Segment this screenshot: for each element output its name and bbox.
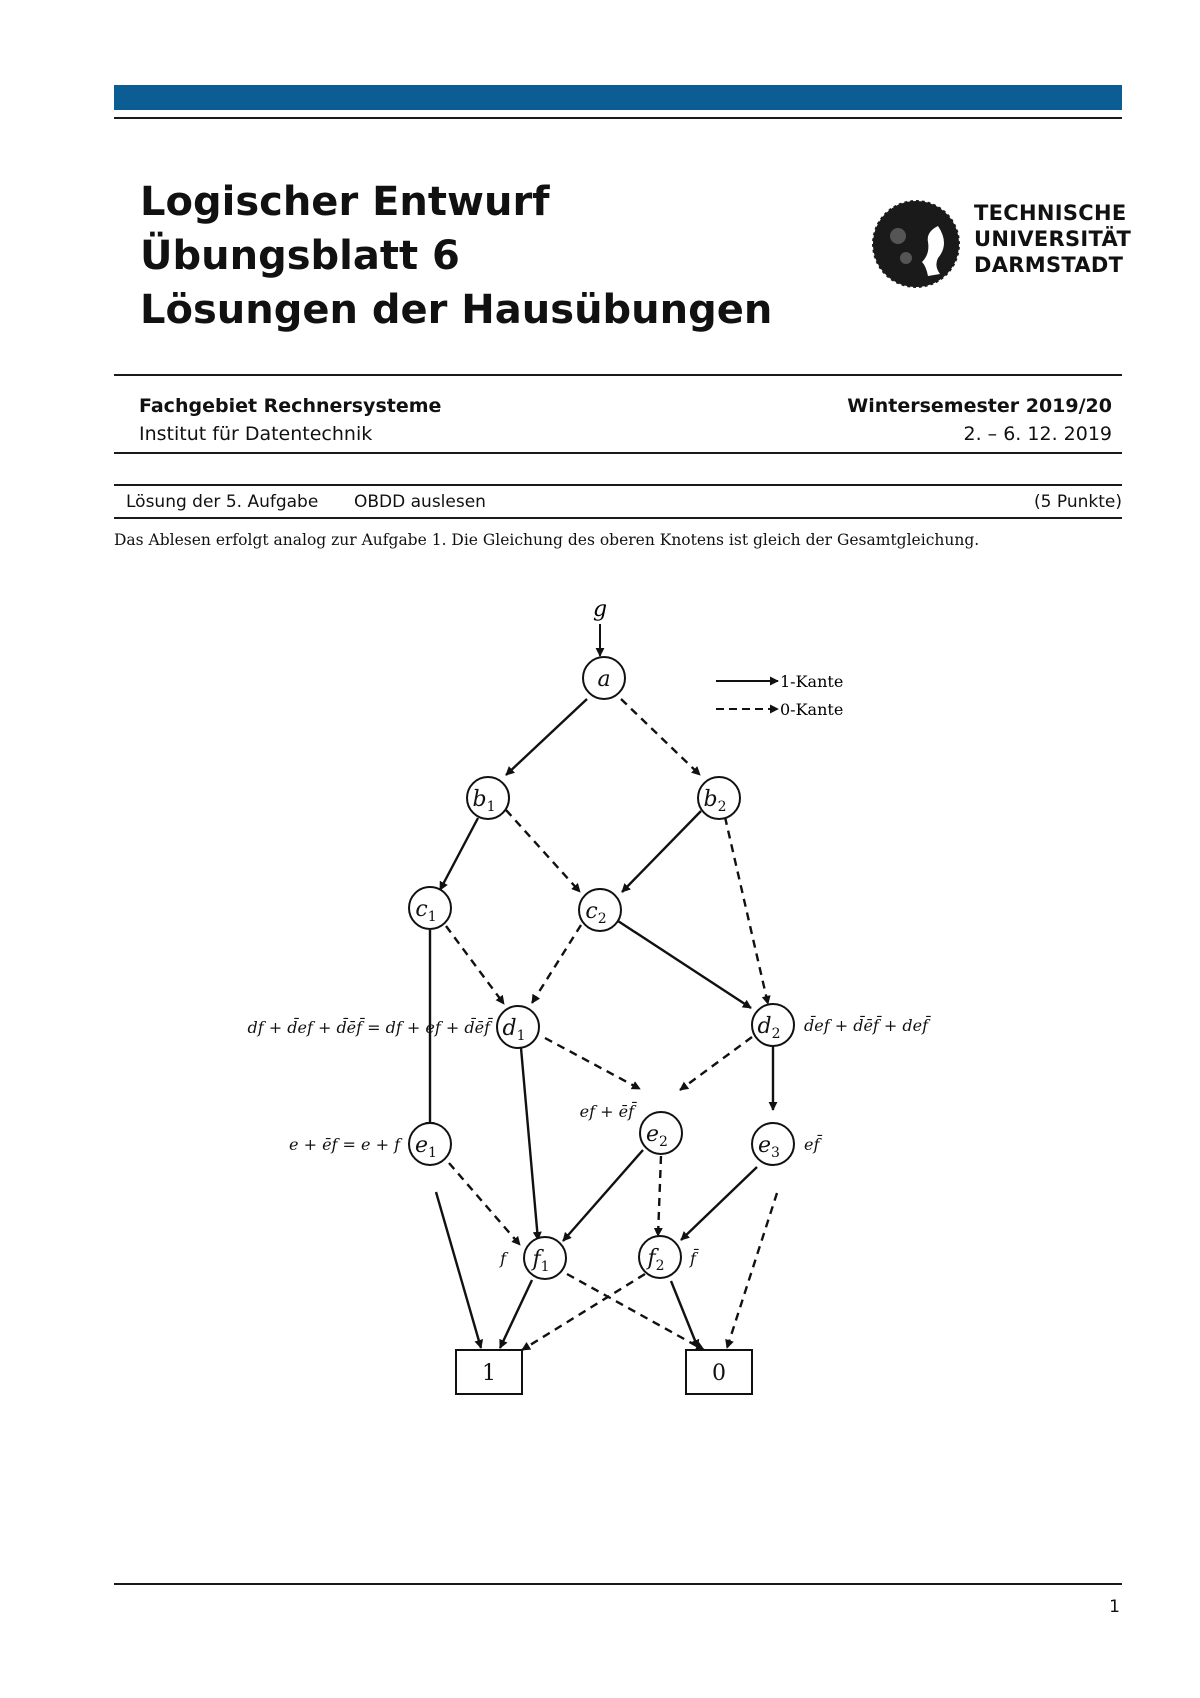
node-label-e2: $e_2$ bbox=[646, 1122, 668, 1150]
edge-a-b1 bbox=[506, 699, 587, 775]
footer-rule bbox=[114, 1583, 1122, 1585]
edge-d2-e2 bbox=[680, 1037, 752, 1090]
obdd-svg bbox=[0, 580, 1200, 1420]
node-label-f1: $f_1$ bbox=[532, 1247, 550, 1275]
annotation-f1: f bbox=[500, 1249, 506, 1268]
annotation-d1: df + d̄ef + d̄ēf̄ = df + ef + d̄ēf̄ bbox=[247, 1018, 490, 1037]
task-top-rule bbox=[114, 484, 1122, 486]
page-number: 1 bbox=[1109, 1597, 1120, 1617]
department-block bbox=[139, 392, 441, 448]
edge-b2-c2 bbox=[622, 811, 701, 892]
node-label-b2: $b_2$ bbox=[703, 787, 727, 815]
edge-d1-e2 bbox=[545, 1038, 640, 1089]
intro-text: Das Ablesen erfolgt analog zur Aufgabe 1. Die Gleichung des oberen Knotens ist gleich der Gesamtgleichung. bbox=[114, 531, 980, 549]
node-label-c1: $c_1$ bbox=[415, 897, 437, 925]
edge-f1-terminal-1 bbox=[500, 1280, 532, 1348]
logo-line-1: TECHNISCHE bbox=[974, 201, 1127, 225]
edge-e1-terminal-1 bbox=[436, 1192, 481, 1348]
terminal-label-0: 0 bbox=[712, 1361, 726, 1386]
node-label-f2: $f_2$ bbox=[647, 1246, 665, 1274]
edge-d1-f1 bbox=[521, 1048, 538, 1240]
meta-bottom-rule bbox=[114, 452, 1122, 454]
node-label-d1: $d_1$ bbox=[502, 1016, 526, 1044]
task-bottom-rule bbox=[114, 517, 1122, 519]
institute: Institut für Datentechnik bbox=[139, 423, 373, 445]
meta-top-rule bbox=[114, 374, 1122, 376]
node-label-a: a bbox=[597, 667, 611, 692]
edge-b1-c2 bbox=[506, 810, 580, 892]
task-title: OBDD auslesen bbox=[354, 492, 486, 512]
document-title bbox=[140, 175, 772, 337]
annotation-e2: ef + ēf̄ bbox=[579, 1102, 634, 1121]
semester-block bbox=[847, 392, 1112, 448]
edge-c2-d1 bbox=[532, 925, 581, 1003]
edge-e3-f2 bbox=[681, 1167, 757, 1240]
header-rule bbox=[114, 117, 1122, 119]
annotation-e1: e + ēf = e + f bbox=[289, 1135, 400, 1154]
edge-c1-d1 bbox=[446, 926, 504, 1004]
node-label-d2: $d_2$ bbox=[757, 1014, 781, 1042]
annotation-f2: f̄ bbox=[690, 1249, 696, 1268]
edge-e3-terminal-0 bbox=[727, 1193, 777, 1348]
root-label: g bbox=[592, 597, 608, 622]
edge-e2-f1 bbox=[563, 1150, 643, 1241]
node-label-e3: $e_3$ bbox=[758, 1133, 780, 1161]
legend-dashed-label: 0-Kante bbox=[780, 700, 844, 719]
edge-e1-f1 bbox=[449, 1163, 520, 1245]
logo-line-3: DARMSTADT bbox=[974, 253, 1124, 277]
title-line-3: Lösungen der Hausübungen bbox=[140, 287, 773, 333]
edge-a-b2 bbox=[621, 699, 700, 775]
edge-f2-terminal-1 bbox=[522, 1274, 645, 1350]
semester: Wintersemester 2019/20 bbox=[847, 395, 1112, 417]
annotation-e3: ef̄ bbox=[804, 1135, 820, 1154]
department: Fachgebiet Rechnersysteme bbox=[139, 395, 442, 417]
edge-c2-d2 bbox=[618, 921, 751, 1008]
title-line-2: Übungsblatt 6 bbox=[140, 233, 460, 279]
task-number: Lösung der 5. Aufgabe bbox=[126, 492, 319, 512]
athena-head-icon bbox=[868, 196, 968, 296]
node-label-e1: $e_1$ bbox=[415, 1133, 437, 1161]
task-header bbox=[114, 488, 1122, 516]
obdd-diagram bbox=[0, 580, 1200, 1420]
university-logo bbox=[868, 196, 1132, 296]
annotation-d2: d̄ef + d̄ēf̄ + def̄ bbox=[804, 1016, 929, 1035]
legend-solid-label: 1-Kante bbox=[780, 672, 844, 691]
edge-b1-c1 bbox=[440, 818, 478, 890]
node-label-c2: $c_2$ bbox=[585, 899, 607, 927]
header-accent-bar bbox=[114, 85, 1122, 110]
diagram-legend bbox=[716, 672, 843, 719]
terminal-label-1: 1 bbox=[482, 1361, 496, 1386]
logo-wordmark bbox=[974, 200, 1131, 278]
edge-e2-f2 bbox=[658, 1156, 661, 1236]
dates: 2. – 6. 12. 2019 bbox=[963, 423, 1112, 445]
node-label-b1: $b_1$ bbox=[472, 787, 496, 815]
task-points: (5 Punkte) bbox=[1034, 492, 1122, 512]
edge-b2-d2 bbox=[725, 817, 768, 1004]
title-line-1: Logischer Entwurf bbox=[140, 179, 550, 225]
logo-line-2: UNIVERSITÄT bbox=[974, 227, 1132, 251]
